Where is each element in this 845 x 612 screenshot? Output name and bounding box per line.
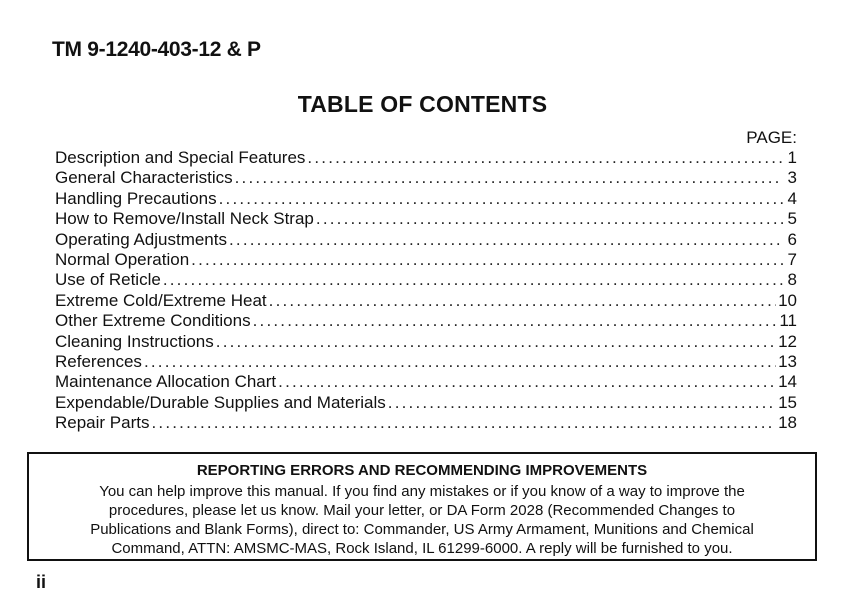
toc-entry-page: 5 <box>787 209 797 229</box>
toc-entry-title: Description and Special Features <box>55 148 306 167</box>
toc-entry <box>55 209 797 229</box>
toc-entry <box>55 270 797 290</box>
dot-leader <box>151 413 776 433</box>
toc-entry <box>55 250 797 270</box>
dot-leader <box>316 209 783 229</box>
dot-leader <box>269 291 776 311</box>
notice-line: Command, ATTN: AMSMC-MAS, Rock Island, IL 61299-6000. A reply will be furnished to you. <box>111 540 733 557</box>
notice-line: procedures, please let us know. Mail your letter, or DA Form 2028 (Recommended Changes to <box>108 502 736 519</box>
dot-leader <box>253 311 778 331</box>
toc-entry-title: Handling Precautions <box>55 188 217 208</box>
toc-entry-page: 8 <box>787 270 797 290</box>
toc-entry-title: Use of Reticle <box>55 270 161 290</box>
toc-entry-title: References <box>55 351 142 371</box>
notice-title: REPORTING ERRORS AND RECOMMENDING IMPROVEMENTS <box>196 462 648 479</box>
dot-leader <box>235 168 783 188</box>
toc-entry <box>55 413 797 433</box>
manual-number: TM 9-1240-403-12 & P <box>52 38 261 61</box>
toc-entry-page: 18 <box>778 413 797 433</box>
toc-entry <box>55 189 797 209</box>
toc-entry <box>55 352 797 372</box>
page-folio: ii <box>36 572 47 592</box>
dot-leader <box>216 332 776 352</box>
toc-entry-title: Expendable/Durable Supplies and Materials <box>55 392 386 412</box>
toc-entry-page: 15 <box>778 392 797 412</box>
toc-entry <box>55 148 797 168</box>
toc-entry-page: 10 <box>778 290 797 310</box>
dot-leader <box>144 352 776 372</box>
toc-entry-page: 1 <box>787 148 797 167</box>
notice-line: Publications and Blank Forms), direct to: Commander, US Army Armament, Munitions and Chemical <box>90 521 754 538</box>
toc-entry-title: Repair Parts <box>55 413 150 433</box>
toc-entry-page: 6 <box>787 229 797 249</box>
toc-entry-page: 4 <box>787 188 797 208</box>
toc-entry <box>55 230 797 250</box>
dot-leader <box>388 393 776 413</box>
toc-entry-page: 7 <box>787 249 797 269</box>
toc-entry-title: Normal Operation <box>55 249 190 269</box>
toc-entry-page: 12 <box>778 331 797 351</box>
toc-list <box>55 148 797 433</box>
toc-entry-page: 13 <box>778 351 797 371</box>
notice-body <box>29 482 815 558</box>
toc-entry <box>55 168 797 188</box>
toc-entry-title: Other Extreme Conditions <box>55 311 251 331</box>
toc-entry-page: 3 <box>787 168 797 188</box>
toc-entry <box>55 393 797 413</box>
toc-entry-page: 14 <box>778 372 797 392</box>
page-column-label: PAGE: <box>746 128 797 147</box>
toc-entry <box>55 291 797 311</box>
toc-entry-page: 11 <box>779 311 797 331</box>
toc-entry <box>55 311 797 331</box>
toc-entry-title: Cleaning Instructions <box>55 331 214 351</box>
dot-leader <box>163 270 783 290</box>
toc-entry-title: Maintenance Allocation Chart <box>55 372 277 392</box>
toc-entry-title: How to Remove/Install Neck Strap <box>55 209 314 229</box>
dot-leader <box>229 230 783 250</box>
dot-leader <box>191 250 783 270</box>
toc-entry <box>55 332 797 352</box>
reporting-errors-notice <box>27 452 817 561</box>
dot-leader <box>307 148 783 168</box>
notice-line: You can help improve this manual. If you find any mistakes or if you know of a way to improve the <box>99 483 745 500</box>
toc-entry-title: Operating Adjustments <box>55 229 227 249</box>
dot-leader <box>219 189 783 209</box>
toc-entry-title: Extreme Cold/Extreme Heat <box>55 290 267 310</box>
page-title: TABLE OF CONTENTS <box>297 91 548 117</box>
dot-leader <box>278 372 776 392</box>
toc-entry-title: General Characteristics <box>55 168 233 188</box>
toc-entry <box>55 372 797 392</box>
